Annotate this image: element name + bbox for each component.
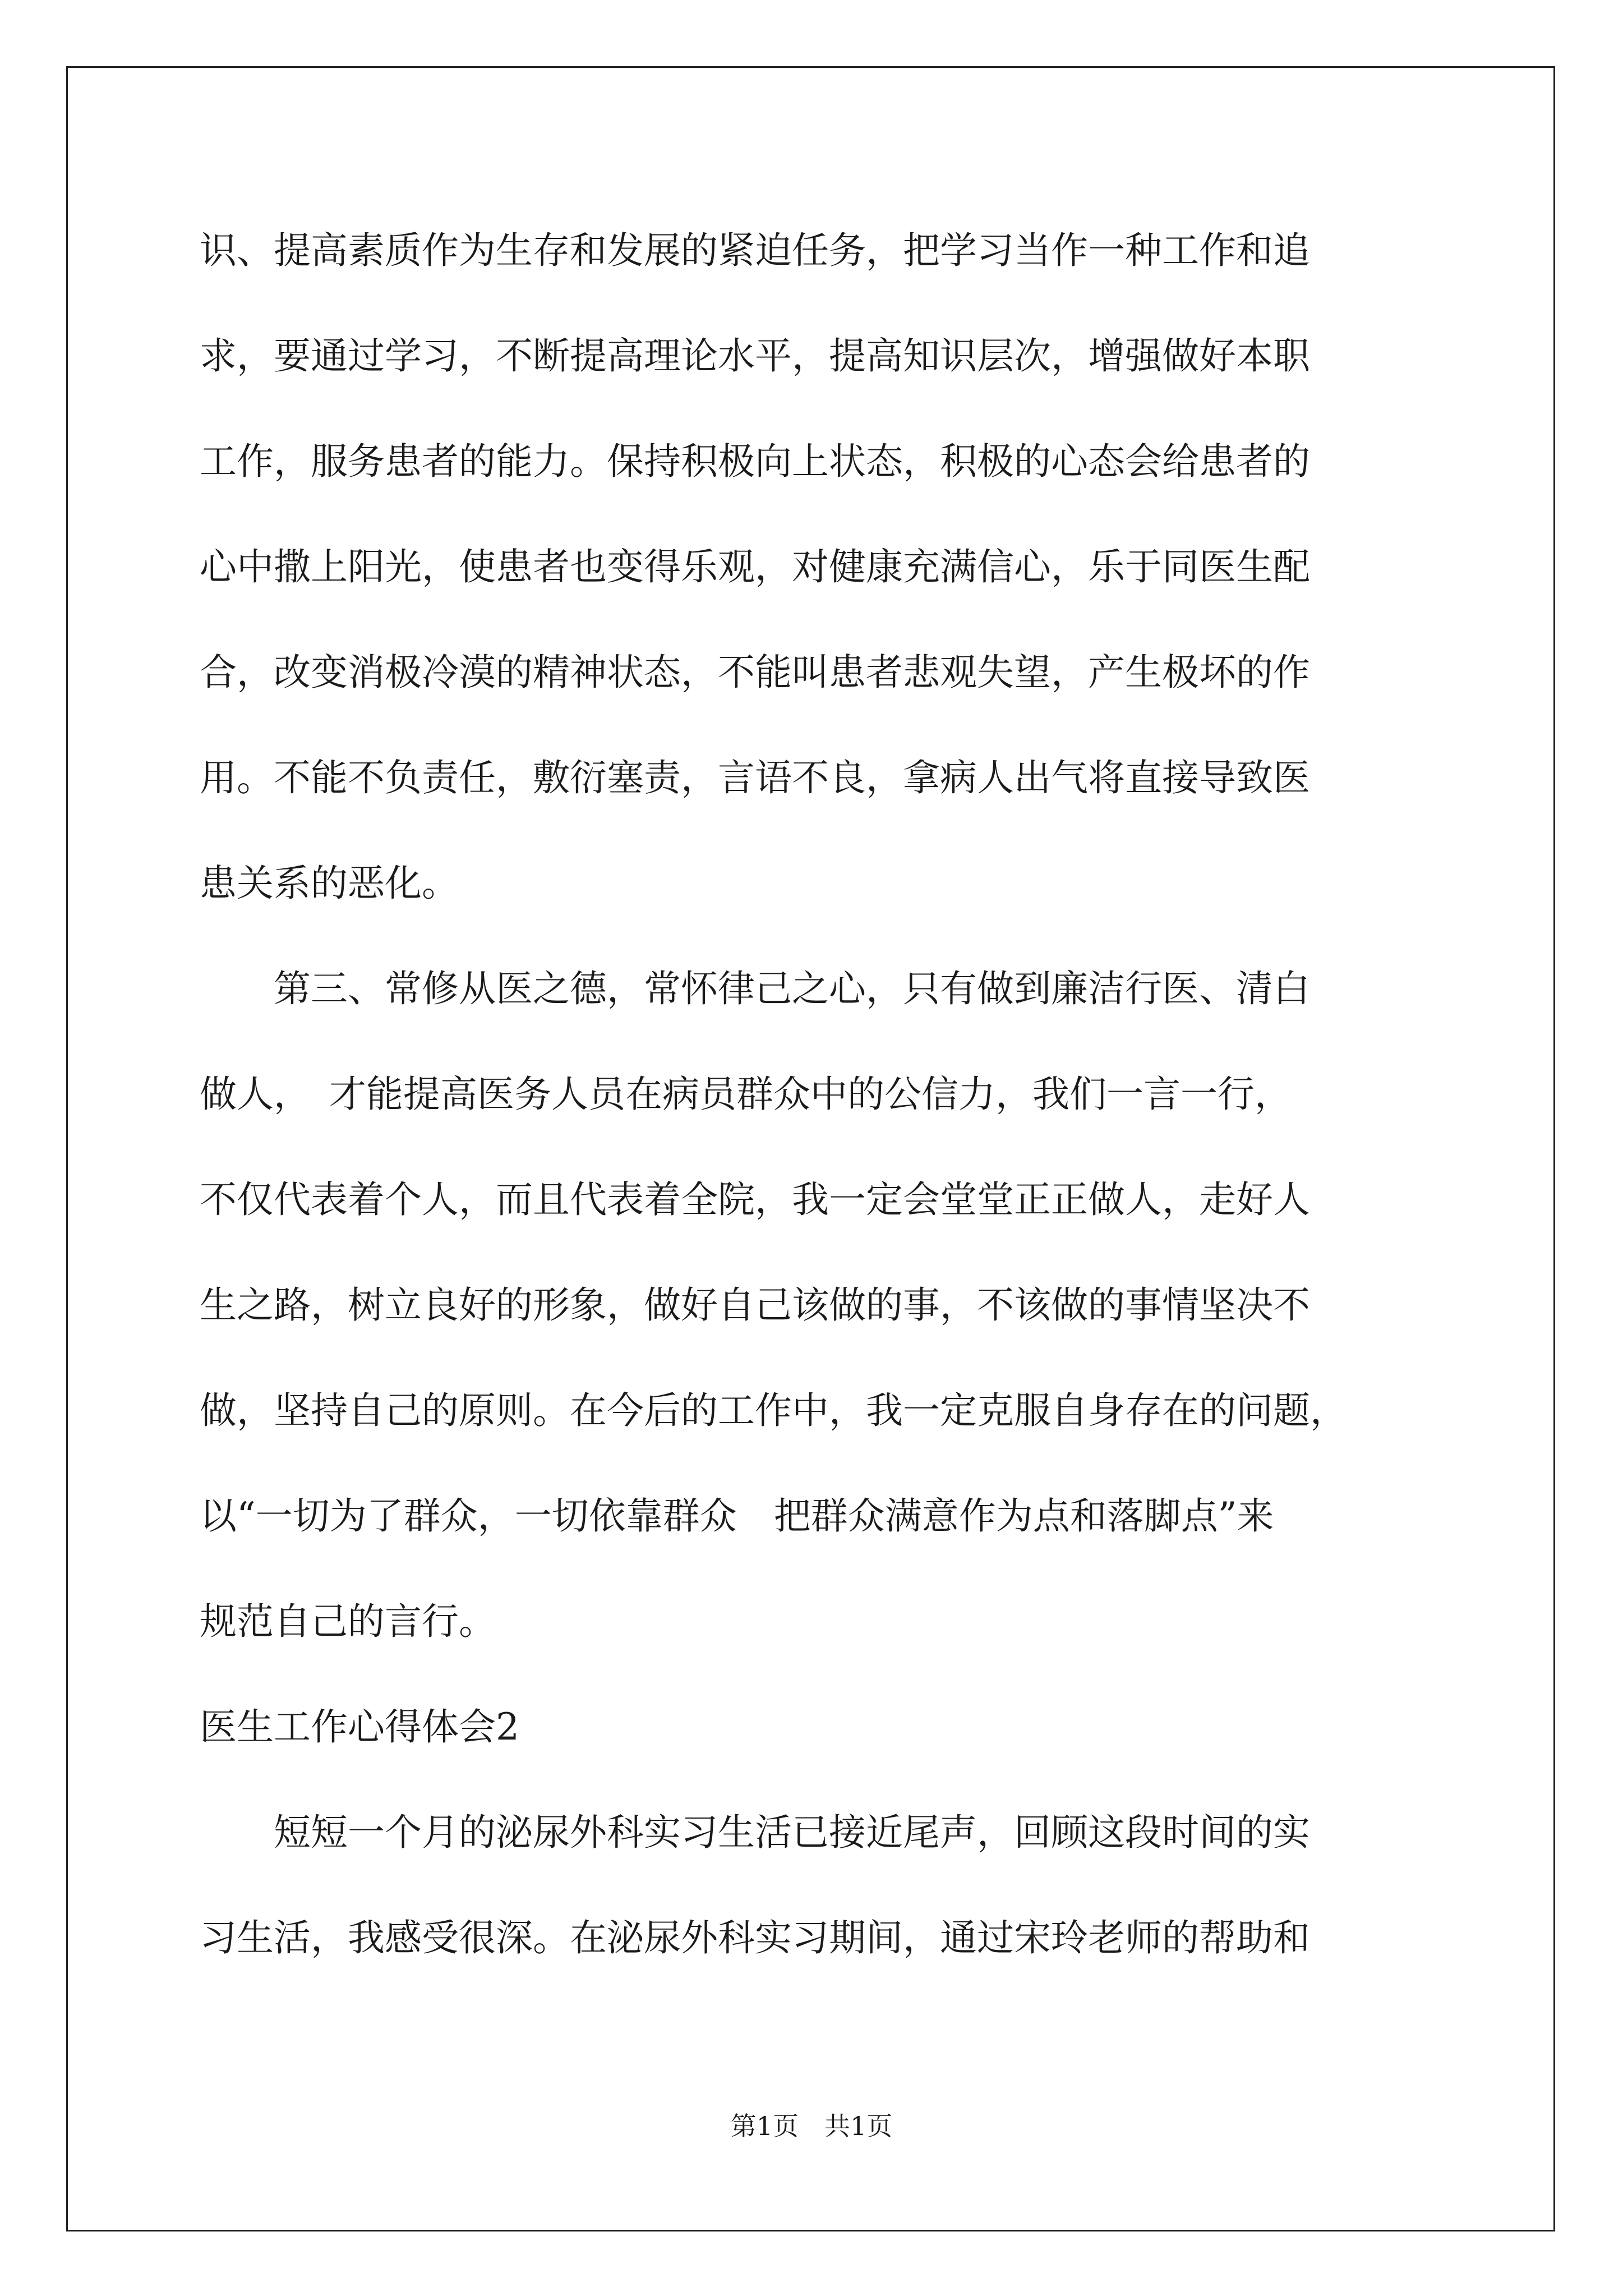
paragraph-line: 工作，服务患者的能力。保持积极向上状态，积极的心态会给患者的 [200, 440, 1310, 483]
page-footer: 第1页 共1页 [730, 2111, 893, 2141]
document-body [200, 209, 1461, 2001]
paragraph-line: 不仅代表着个人，而且代表着全院，我一定会堂堂正正做人，走好人 [200, 1178, 1310, 1221]
paragraph-line: 心中撒上阳光，使患者也变得乐观，对健康充满信心，乐于同医生配 [200, 545, 1310, 588]
paragraph-line: 求，要通过学习，不断提高理论水平，提高知识层次，增强做好本职 [200, 334, 1310, 378]
paragraph-line: 识、提高素质作为生存和发展的紧迫任务，把学习当作一种工作和追 [200, 229, 1310, 272]
paragraph-line: 第三、常修从医之德，常怀律己之心，只有做到廉洁行医、清白 [200, 967, 1310, 1010]
paragraph-line: 患关系的恶化。 [200, 862, 459, 905]
paragraph-line: 习生活，我感受很深。在泌尿外科实习期间，通过宋玲老师的帮助和 [200, 1916, 1310, 1959]
paragraph-line: 短短一个月的泌尿外科实习生活已接近尾声，回顾这段时间的实 [200, 1811, 1310, 1854]
paragraph-line: 做人， 才能提高医务人员在病员群众中的公信力，我们一言一行， [200, 1073, 1292, 1116]
paragraph-line: 生之路，树立良好的形象，做好自己该做的事，不该做的事情坚决不 [200, 1283, 1310, 1327]
paragraph-line: 以“一切为了群众，一切依靠群众 把群众满意作为点和落脚点”来 [200, 1494, 1274, 1538]
paragraph-line: 合，改变消极冷漠的精神状态，不能叫患者悲观失望，产生极坏的作 [200, 651, 1310, 694]
paragraph-line: 规范自己的言行。 [200, 1600, 496, 1643]
section-heading: 医生工作心得体会2 [200, 1705, 519, 1749]
paragraph-line: 用。不能不负责任，敷衍塞责，言语不良，拿病人出气将直接导致医 [200, 756, 1310, 799]
paragraph-line: 做，坚持自己的原则。在今后的工作中，我一定克服自身存在的问题， [200, 1389, 1347, 1432]
